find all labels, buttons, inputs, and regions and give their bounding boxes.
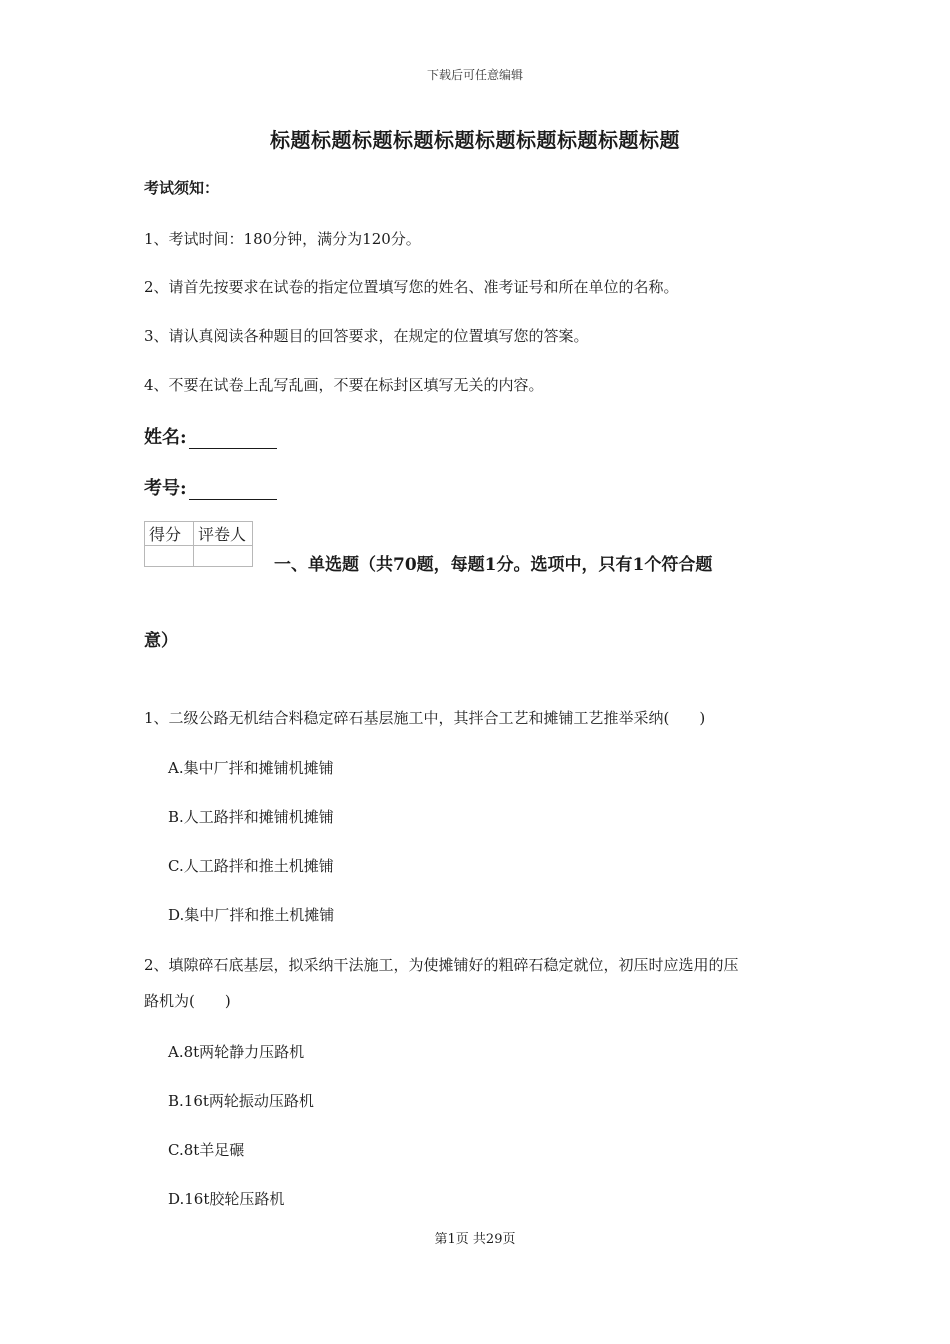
name-blank-line[interactable] — [189, 430, 277, 449]
option-b[interactable]: B.人工路拌和摊铺机摊铺 — [168, 808, 334, 826]
notice-item: 4、不要在试卷上乱写乱画，不要在标封区填写无关的内容。 — [144, 376, 544, 394]
name-field — [144, 423, 277, 449]
notice-heading: 考试须知： — [144, 179, 220, 197]
option-b[interactable]: B.16t两轮振动压路机 — [168, 1092, 314, 1110]
name-label: 姓名: — [144, 427, 187, 448]
grader-header: 评卷人 — [194, 522, 253, 546]
grader-cell[interactable] — [194, 546, 253, 567]
question-stem: 2、填隙碎石底基层，拟采纳干法施工，为使摊铺好的粗碎石稳定就位，初压时应选用的压 — [144, 956, 739, 974]
exam-id-label: 考号: — [144, 478, 187, 499]
option-a[interactable]: A.集中厂拌和摊铺机摊铺 — [168, 759, 334, 777]
score-header: 得分 — [145, 522, 194, 546]
option-a[interactable]: A.8t两轮静力压路机 — [168, 1043, 305, 1061]
notice-item: 2、请首先按要求在试卷的指定位置填写您的姓名、准考证号和所在单位的名称。 — [144, 278, 679, 296]
question-stem: 1、二级公路无机结合料稳定碎石基层施工中，其拌合工艺和摊铺工艺推举采纳( ) — [144, 709, 706, 727]
option-d[interactable]: D.集中厂拌和推土机摊铺 — [168, 906, 335, 924]
header-note: 下载后可任意编辑 — [426, 68, 523, 82]
notice-item: 3、请认真阅读各种题目的回答要求，在规定的位置填写您的答案。 — [144, 327, 589, 345]
page-footer: 第1页 共29页 — [434, 1232, 516, 1247]
section-title-line2: 意） — [144, 631, 178, 651]
option-c[interactable]: C.8t羊足碾 — [168, 1141, 245, 1159]
section-title-line1: 一、单选题（共70题，每题1分。选项中，只有1个符合题 — [274, 555, 713, 575]
exam-id-blank-line[interactable] — [189, 481, 277, 500]
score-table — [144, 521, 253, 567]
option-d[interactable]: D.16t胶轮压路机 — [168, 1190, 285, 1208]
question-stem-continued: 路机为( ) — [144, 992, 231, 1010]
document-title: 标题标题标题标题标题标题标题标题标题标题 — [270, 128, 680, 152]
notice-item: 1、考试时间：180分钟，满分为120分。 — [144, 230, 421, 248]
option-c[interactable]: C.人工路拌和推土机摊铺 — [168, 857, 334, 875]
exam-id-field — [144, 474, 277, 500]
score-cell[interactable] — [145, 546, 194, 567]
